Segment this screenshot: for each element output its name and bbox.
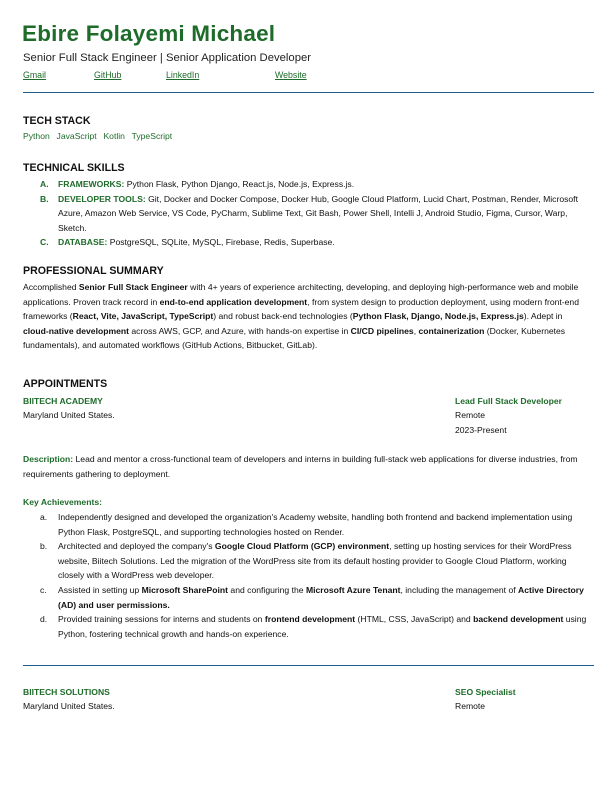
skill-label: DATABASE: (58, 237, 108, 248)
list-marker: d. (40, 614, 48, 625)
job-description (23, 452, 586, 481)
achievement-item (40, 612, 595, 641)
text: , setting up hosting services for their WordPress website, Biitech Solutions. Led the migration of the WordPress site from its default hosting provider to Google Cloud Platform, working closely with a WordPress web developer. (58, 541, 572, 581)
divider (23, 665, 594, 666)
company-name: BIITECH ACADEMY (23, 396, 103, 406)
list-marker: b. (40, 541, 48, 552)
key-achievements-label: Key Achievements: (23, 497, 102, 507)
bold-text: Active Directory (AD) and user permissions. (58, 584, 584, 610)
gmail-link[interactable]: Gmail (23, 70, 46, 80)
bold-text: Python Flask, Django, Node.js, Express.js (352, 311, 524, 322)
skill-text: Python Flask, Python Django, React.js, Node.js, Express.js. (124, 179, 355, 189)
list-marker: B. (40, 193, 49, 204)
text: Accomplished (23, 282, 79, 292)
skills-list (40, 177, 585, 250)
tech-stack-list (23, 131, 172, 141)
text: , (413, 325, 419, 336)
technical-skills-heading: TECHNICAL SKILLS (23, 162, 125, 174)
tech-item: Kotlin (103, 131, 125, 141)
list-marker: C. (40, 237, 49, 248)
text: across AWS, GCP, and Azure, with hands-on expertise in (129, 325, 351, 336)
skill-label: FRAMEWORKS: (58, 179, 125, 189)
text: Assisted in setting up (58, 584, 142, 595)
tech-stack-heading: TECH STACK (23, 115, 91, 127)
divider (23, 92, 594, 93)
skill-item (40, 192, 585, 236)
tech-item: Python (23, 131, 50, 141)
text: using Python, fostering technical growth and hands-on experience. (58, 614, 587, 639)
job-dates: 2023-Present (455, 425, 507, 435)
job-role: Lead Full Stack Developer (455, 396, 562, 406)
list-marker: c. (40, 584, 47, 595)
job-mode: Remote (455, 701, 486, 711)
job-role: SEO Specialist (455, 687, 516, 697)
bold-text: React, Vite, JavaScript, TypeScript (72, 311, 214, 322)
bold-text: backend development (473, 614, 564, 625)
achievements-list (40, 510, 595, 641)
summary-paragraph (23, 280, 586, 353)
skill-item (40, 177, 585, 192)
skill-text: PostgreSQL, SQLite, MySQL, Firebase, Redis, Superbase. (107, 237, 335, 248)
list-marker: a. (40, 512, 48, 522)
achievement-item (40, 510, 595, 539)
text: ). Adept in (523, 311, 563, 322)
description-text: Lead and mentor a cross-functional team of developers and interns in building full-stack web applications for diverse industries, from requirements gathering to deployment. (23, 454, 578, 479)
bold-text: Microsoft SharePoint (141, 584, 229, 595)
text: Independently designed and developed the organization's Academy website, handling both frontend and backend implementation using Python Flask, PostgreSQL, and supporting technologies hosted on Render. (58, 512, 573, 537)
text: Provided training sessions for interns and students on (58, 614, 265, 625)
candidate-title: Senior Full Stack Engineer | Senior Application Developer (23, 52, 312, 64)
linkedin-link[interactable]: LinkedIn (166, 70, 200, 80)
text: and configuring the (228, 584, 306, 595)
bold-text: frontend development (264, 614, 356, 625)
bold-text: Google Cloud Platform (GCP) environment (214, 541, 390, 552)
bold-text: containerization (418, 325, 485, 336)
github-link[interactable]: GitHub (94, 70, 122, 80)
text: (HTML, CSS, JavaScript) and (355, 614, 474, 625)
text: (Docker, Kubernetes fundamentals), and automated workflows (GitHub Actions, Bitbucket, GitLab). (23, 325, 566, 351)
summary-heading: PROFESSIONAL SUMMARY (23, 265, 164, 277)
skill-text: Git, Docker and Docker Compose, Docker Hub, Google Cloud Platform, Lucid Chart, Postman, Render, Microsoft Azure, Amazon Web Service, VS Code, PyCharm, Sublime Text, Git Bash, Power Shell, Intelli J, Android Studio, Figma, Cursor, Warp, Sketch. (58, 193, 578, 233)
bold-text: Senior Full Stack Engineer (78, 282, 188, 292)
job-mode: Remote (455, 410, 486, 420)
company-location: Maryland United States. (23, 410, 115, 420)
bold-text: CI/CD pipelines (350, 325, 414, 336)
text: with 4+ years of experience architecting, developing, and deploying high-performance web and mobile applications. Proven track record in (23, 282, 579, 307)
appointments-heading: APPOINTMENTS (23, 378, 108, 390)
company-location: Maryland United States. (23, 701, 115, 711)
tech-item: TypeScript (131, 131, 173, 141)
skill-label: DEVELOPER TOOLS: (58, 193, 146, 204)
description-label: Description: (23, 454, 74, 464)
website-link[interactable]: Website (275, 70, 307, 80)
bold-text: Microsoft Azure Tenant (305, 584, 401, 595)
achievement-item (40, 583, 595, 612)
text: ) and robust back-end technologies ( (213, 311, 353, 322)
bold-text: end-to-end application development (159, 296, 308, 307)
tech-item: JavaScript (56, 131, 97, 141)
text: , from system design to production deployment, using modern front-end frameworks ( (23, 296, 579, 322)
achievement-item (40, 539, 595, 583)
list-marker: A. (40, 179, 49, 189)
bold-text: cloud-native development (23, 325, 130, 336)
skill-item (40, 235, 585, 250)
candidate-name: Ebire Folayemi Michael (22, 21, 276, 46)
company-name: BIITECH SOLUTIONS (23, 687, 110, 697)
text: , including the management of (400, 584, 519, 595)
text: Architected and deployed the company's (58, 541, 215, 552)
